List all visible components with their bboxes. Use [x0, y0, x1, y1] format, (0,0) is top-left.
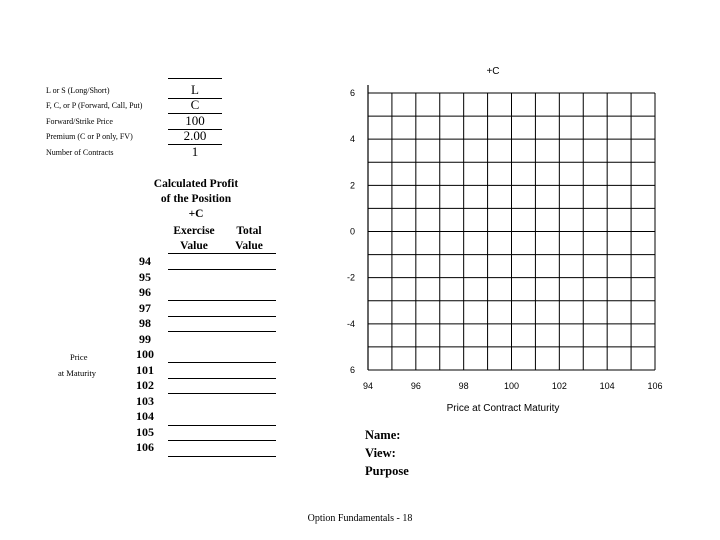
input-value-strike-price[interactable]: 100 [168, 113, 222, 130]
view-label: View: [365, 446, 396, 460]
y-tick-label: 0 [349, 226, 355, 237]
input-label-contract-type: F, C, or P (Forward, Call, Put) [46, 101, 143, 110]
x-tick-label: 102 [551, 381, 567, 391]
calc-title-line1: Calculated Profit [153, 178, 239, 190]
price-row-label: 103 [136, 394, 154, 408]
col-total-line2: Value [235, 240, 263, 252]
price-row-label: 96 [139, 285, 151, 299]
side-label-maturity: at Maturity [58, 368, 97, 378]
col-total-line1: Total [236, 225, 262, 237]
input-label-strike-price: Forward/Strike Price [46, 117, 113, 126]
name-label: Name: [365, 428, 401, 442]
x-axis-label: Price at Contract Maturity [446, 403, 560, 414]
input-label-contracts: Number of Contracts [46, 148, 114, 157]
y-tick-label: -4 [346, 318, 355, 329]
price-row-label: 102 [136, 378, 154, 392]
input-label-premium: Premium (C or P only, FV) [46, 132, 133, 141]
x-tick-label: 100 [503, 381, 520, 391]
x-tick-label: 106 [647, 381, 663, 391]
price-row-label: 106 [136, 440, 154, 454]
x-tick-label: 96 [410, 381, 421, 391]
y-tick-label: 2 [349, 180, 355, 191]
price-row-label: 95 [139, 270, 151, 284]
price-row-label: 101 [136, 363, 154, 377]
y-tick-label: 6 [349, 365, 355, 375]
chart-title: +C [486, 66, 500, 77]
input-value-premium[interactable]: 2.00 [168, 128, 222, 145]
y-tick-label: 4 [349, 134, 355, 145]
col-exercise-line2: Value [180, 240, 208, 252]
price-row-label: 100 [136, 347, 154, 361]
price-row-label: 105 [136, 425, 154, 439]
calc-position: +C [188, 208, 204, 220]
input-label-long-short: L or S (Long/Short) [46, 86, 110, 95]
x-tick-label: 98 [458, 381, 469, 391]
input-value-long-short[interactable]: L [168, 82, 222, 99]
price-row-label: 99 [139, 332, 151, 346]
side-label-price: Price [70, 352, 88, 362]
price-row-label: 104 [136, 409, 154, 423]
x-tick-label: 104 [599, 381, 615, 391]
price-row-label: 97 [139, 301, 151, 315]
calc-title-line2: of the Position [160, 193, 232, 205]
price-row-label: 94 [139, 254, 151, 268]
input-value-contracts[interactable]: 1 [191, 144, 199, 159]
slide-footer: Option Fundamentals - 18 [307, 513, 413, 524]
y-tick-label: -2 [346, 272, 355, 283]
y-tick-label: 6 [349, 88, 355, 98]
price-row-label: 98 [139, 316, 151, 330]
col-exercise-line1: Exercise [173, 225, 215, 237]
input-value-contract-type[interactable]: C [168, 97, 222, 114]
purpose-label: Purpose [365, 464, 409, 478]
x-tick-label: 94 [362, 381, 374, 391]
